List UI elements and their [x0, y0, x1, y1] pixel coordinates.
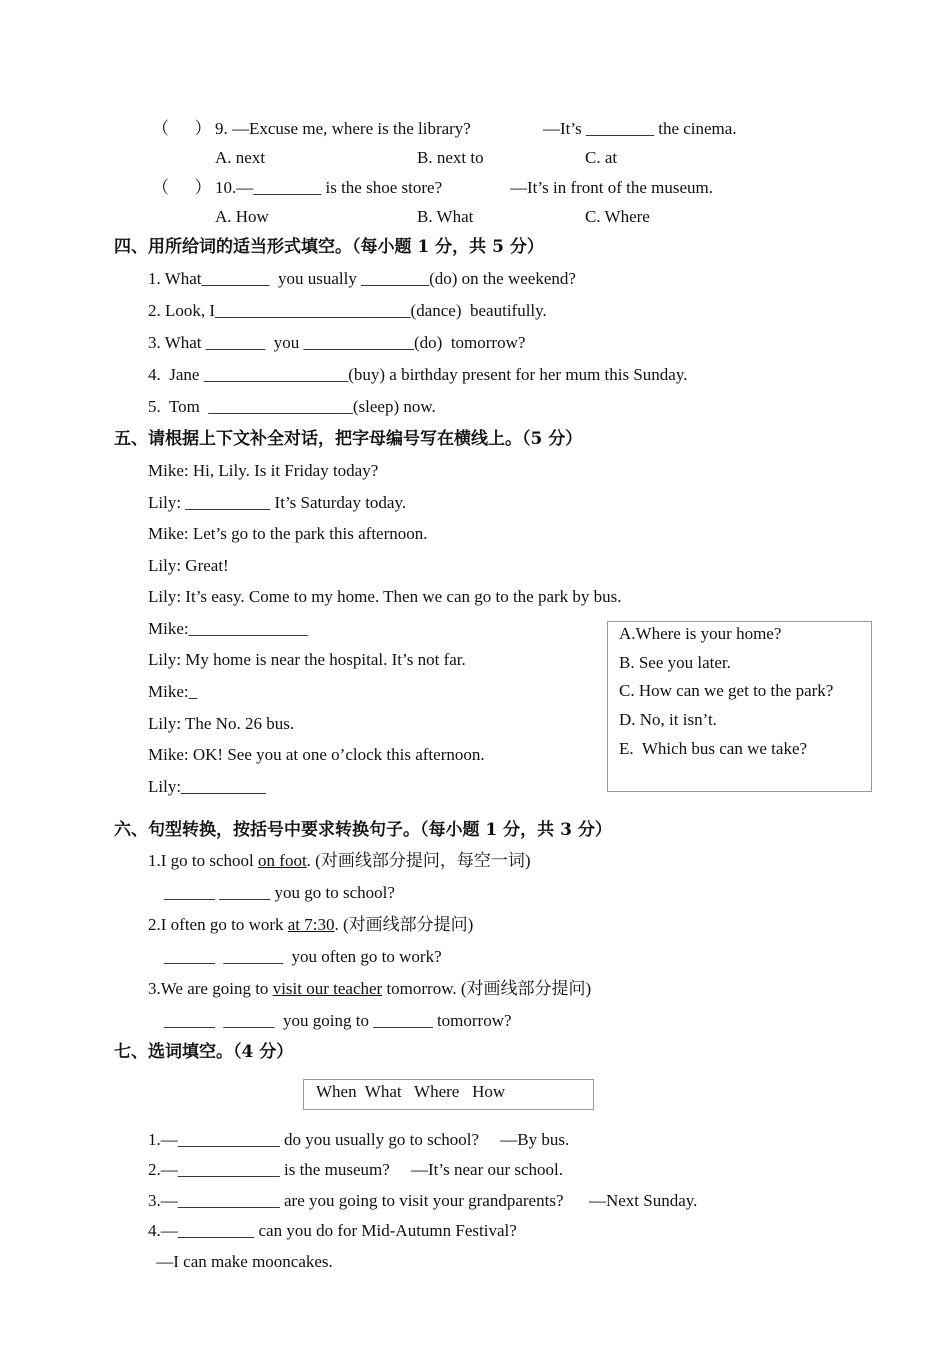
- q9-question: 9. —Excuse me, where is the library?: [215, 119, 471, 138]
- dialogue-line-6: Mike:______________: [148, 619, 308, 638]
- sec7-item-4: 4.—_________ can you do for Mid-Autumn Festival?: [148, 1221, 517, 1240]
- sec7-item-2: 2.—____________ is the museum? —It’s near our school.: [148, 1160, 564, 1179]
- section-6-title: 六、句型转换，按括号中要求转换句子。（每小题 1 分，共 3 分）: [114, 820, 612, 840]
- section-5-title: 五、请根据上下文补全对话，把字母编号写在横线上。（5 分）: [114, 429, 583, 449]
- option-d: D. No, it isn’t.: [619, 710, 717, 729]
- dialogue-line-3: Mike: Let’s go to the park this afternoon.: [148, 524, 428, 543]
- sec7-item-4-answer: —I can make mooncakes.: [152, 1252, 333, 1271]
- q10-question: 10.—________ is the shoe store?: [215, 178, 443, 197]
- q9-response: —It’s ________ the cinema.: [543, 119, 737, 138]
- sec6-q2-answer: ______ _______ you often go to work?: [164, 947, 442, 966]
- dialogue-line-7: Lily: My home is near the hospital. It’s not far.: [148, 650, 466, 669]
- sec6-q1-answer: ______ ______ you go to school?: [164, 883, 395, 902]
- sec7-item-3: 3.—____________ are you going to visit your grandparents? —Next Sunday.: [148, 1191, 698, 1210]
- q10-option-c: C. Where: [585, 207, 650, 226]
- dialogue-line-5: Lily: It’s easy. Come to my home. Then we can go to the park by bus.: [148, 587, 622, 606]
- q10-option-b: B. What: [417, 207, 474, 226]
- sec6-q1-underlined: on foot: [258, 851, 307, 870]
- option-a: A.Where is your home?: [619, 624, 782, 643]
- sec6-q1: 1.I go to school on foot. (对画线部分提问，每空一词): [148, 851, 531, 870]
- q9-option-c: C. at: [585, 148, 618, 167]
- dialogue-line-1: Mike: Hi, Lily. Is it Friday today?: [148, 461, 379, 480]
- dialogue-line-2: Lily: __________ It’s Saturday today.: [148, 493, 407, 512]
- sec4-item-3: 3. What _______ you _____________(do) tomorrow?: [148, 333, 526, 352]
- sec4-item-4: 4. Jane _________________(buy) a birthday present for her mum this Sunday.: [148, 365, 688, 384]
- q9-paren: （ ）: [152, 119, 212, 138]
- dialogue-line-8: Mike:_: [148, 682, 198, 701]
- sec4-item-1: 1. What________ you usually ________(do) on the weekend?: [148, 269, 576, 288]
- sec6-q2: 2.I often go to work at 7:30. (对画线部分提问): [148, 915, 474, 934]
- dialogue-line-9: Lily: The No. 26 bus.: [148, 714, 295, 733]
- word-box-words: When What Where How: [316, 1082, 506, 1101]
- option-c: C. How can we get to the park?: [619, 681, 834, 700]
- dialogue-line-11: Lily:__________: [148, 777, 267, 796]
- sec6-q2-underlined: at 7:30: [287, 915, 335, 934]
- q10-response: —It’s in front of the museum.: [510, 178, 714, 197]
- sec4-item-2: 2. Look, I_______________________(dance) beautifully.: [148, 301, 547, 320]
- option-b: B. See you later.: [619, 653, 731, 672]
- q10-paren: （ ）: [152, 178, 212, 197]
- sec6-q3: 3.We are going to visit our teacher tomorrow. (对画线部分提问): [148, 979, 592, 998]
- section-4-title: 四、用所给词的适当形式填空。（每小题 1 分，共 5 分）: [114, 237, 544, 257]
- q9-option-a: A. next: [215, 148, 266, 167]
- sec6-q3-underlined: visit our teacher: [272, 979, 383, 998]
- sec7-item-1: 1.—____________ do you usually go to school? —By bus.: [148, 1130, 570, 1149]
- dialogue-line-10: Mike: OK! See you at one o’clock this afternoon.: [148, 745, 485, 764]
- dialogue-line-4: Lily: Great!: [148, 556, 229, 575]
- options-box: [607, 621, 872, 792]
- sec6-q3-answer: ______ ______ you going to _______ tomorrow?: [164, 1011, 512, 1030]
- option-e: E. Which bus can we take?: [619, 739, 808, 758]
- q9-option-b: B. next to: [417, 148, 484, 167]
- sec4-item-5: 5. Tom _________________(sleep) now.: [148, 397, 436, 416]
- section-7-title: 七、选词填空。（4 分）: [114, 1042, 294, 1062]
- q10-option-a: A. How: [215, 207, 269, 226]
